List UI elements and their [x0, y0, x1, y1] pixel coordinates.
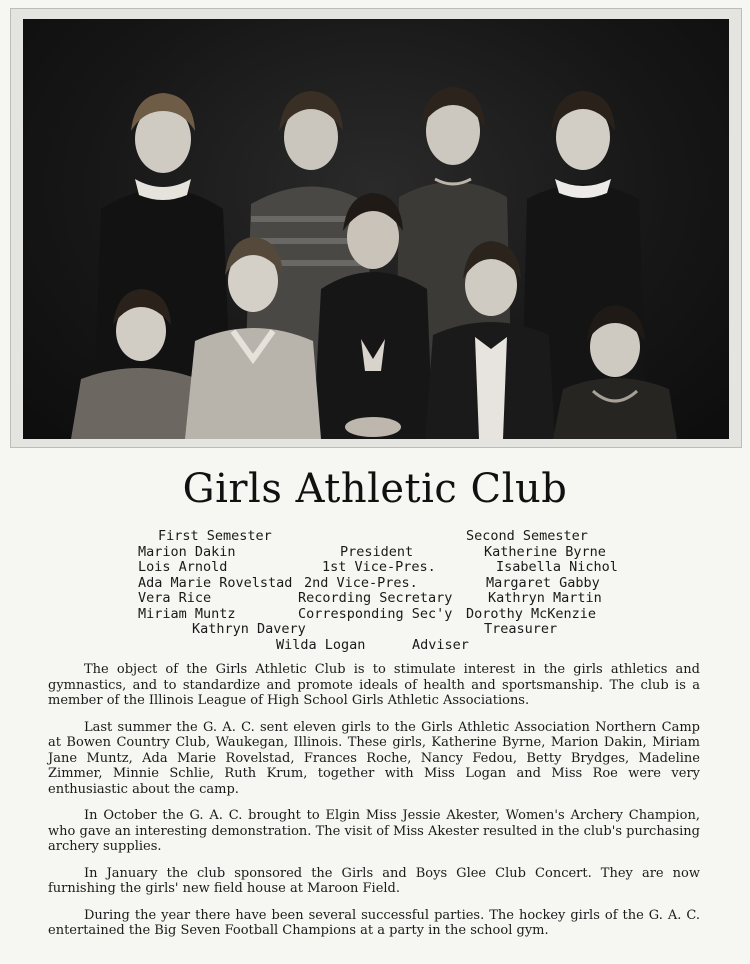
- first-semester-officer: Marion Dakin: [138, 543, 236, 560]
- first-semester-header: First Semester: [158, 528, 272, 544]
- adviser-label: Adviser: [412, 636, 469, 653]
- second-semester-officer: Isabella Nichol: [496, 559, 618, 575]
- office-title: 2nd Vice-Pres.: [304, 574, 418, 591]
- paragraph: In October the G. A. C. brought to Elgin Miss Jessie Akester, Women's Archery Champion, who gave an interesting demonstration. The visit of Miss Akester resulted in the club's purchasing archery supplies.: [48, 808, 700, 854]
- first-semester-officer: Lois Arnold: [138, 559, 228, 575]
- office-title: Corresponding Sec'y: [298, 605, 453, 622]
- group-photo: [23, 19, 729, 439]
- second-semester-header: Second Semester: [466, 528, 588, 544]
- adviser-name: Wilda Logan: [276, 636, 366, 653]
- officers-table: [0, 529, 750, 655]
- paragraph: Last summer the G. A. C. sent eleven girls to the Girls Athletic Association Northern Camp at Bowen Country Club, Waukegan, Illinois. These girls, Katherine Byrne, Marion Dakin, Miriam Jane Muntz, Ada Marie Rovelstad, Frances Roche, Nancy Fedou, Betty Brydges, Madeline Zimmer, Minnie Schlie, Ruth Krum, together with Miss Logan and Miss Roe were very enthusiastic about the camp.: [48, 719, 700, 797]
- paragraph: The object of the Girls Athletic Club is to stimulate interest in the girls athletics and gymnastics, and to standardize and promote ideals of health and sportsmanship. The club is a member of the Illinois League of High School Girls Athletic Associations.: [48, 662, 700, 708]
- paragraph: In January the club sponsored the Girls and Boys Glee Club Concert. They are now furnishing the girls' new field house at Maroon Field.: [48, 865, 700, 896]
- first-semester-officer: Miriam Muntz: [138, 605, 236, 622]
- office-title: President: [340, 543, 414, 560]
- first-semester-officer: Kathryn Davery: [192, 621, 306, 637]
- office-title: Treasurer: [484, 621, 558, 637]
- second-semester-officer: Dorothy McKenzie: [466, 605, 597, 622]
- first-semester-officer: Vera Rice: [138, 590, 212, 606]
- group-photo-illustration: [23, 19, 729, 439]
- office-title: 1st Vice-Pres.: [322, 559, 436, 575]
- office-title: Recording Secretary: [298, 590, 453, 606]
- paragraph: During the year there have been several successful parties. The hockey girls of the G. A. C. entertained the Big Seven Football Champions at a party in the school gym.: [48, 907, 700, 938]
- first-semester-officer: Ada Marie Rovelstad: [138, 574, 293, 591]
- page-title: Girls Athletic Club: [182, 466, 568, 512]
- second-semester-officer: Kathryn Martin: [488, 590, 602, 606]
- photo-frame: [10, 8, 742, 448]
- second-semester-officer: Katherine Byrne: [484, 543, 606, 560]
- article-body: [48, 662, 700, 950]
- second-semester-officer: Margaret Gabby: [486, 574, 600, 591]
